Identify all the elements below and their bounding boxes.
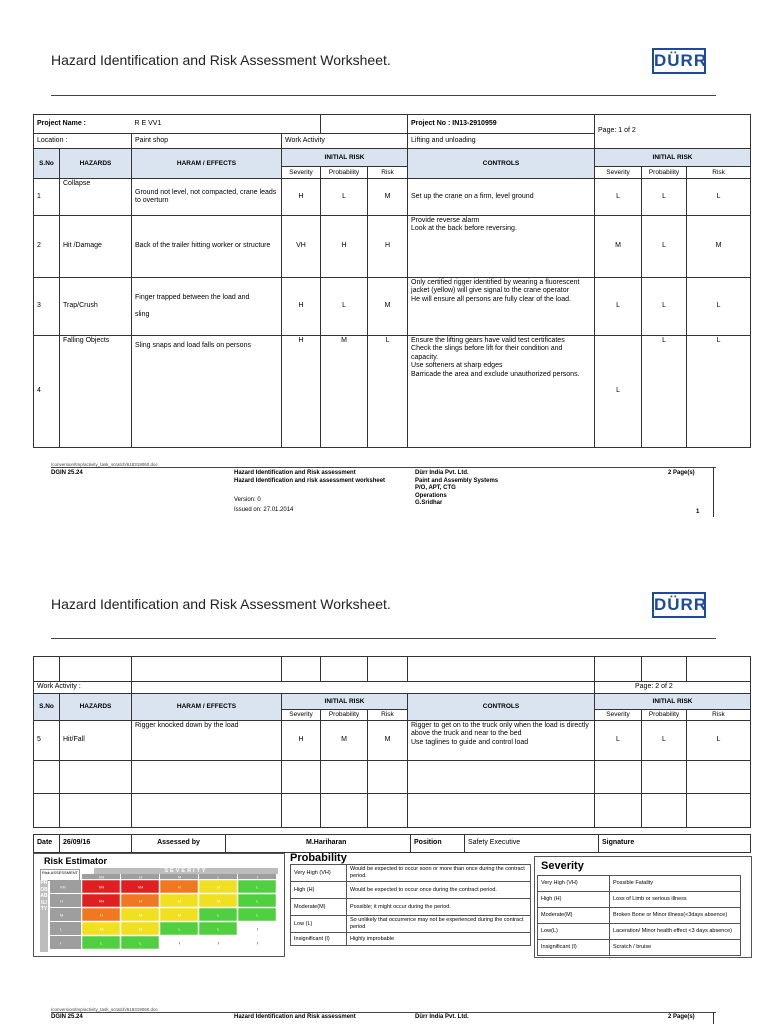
cell-severity: H [282,721,321,761]
table-row [34,179,751,216]
cell-sno: 3 [34,278,60,336]
sev-desc-i: Scratch / bruise [610,940,741,956]
person: G.Sridhar [415,500,443,506]
matrix-cell-label: M [99,926,104,932]
cell-residual-risk: L [687,336,751,448]
sev-desc-m: Broken Bone or Minor illness(<3days absence) [610,908,741,924]
prob-desc-l: So unlikely that occurrence may not be experienced during the contract period [347,916,531,933]
matrix-cell-label: L [256,912,259,918]
signature-row [33,834,751,853]
department: P/O, APT, CTG [415,485,456,491]
cell-residual-severity: L [595,721,642,761]
cell-risk: L [368,336,408,448]
matrix-cell-label: H [100,912,103,918]
probability-row-header [50,922,81,935]
doc-title-1: Hazard Identification and Risk assessment [234,470,356,476]
footer-vline [713,467,714,517]
col-initial-risk-4: INITIAL RISK [595,694,751,710]
file-path-2: /conversion/tmp/activity_task_scratch/618319060.doc [51,1007,158,1012]
prob-desc-i: Highly improbable [347,933,531,946]
cell-severity: H [282,336,321,448]
cell-harm: Ground not level, not compacted, crane leads to overturn [132,179,282,216]
severity-legend-title: Severity [541,860,584,872]
worksheet-table-page2 [33,656,751,828]
signature-label: Signature [599,835,751,853]
cell-probability: L [321,179,368,216]
matrix-cell-label: H [139,898,142,904]
doc-code-2: DGIN 25.24 [51,1014,83,1020]
position-value: Safety Executive [465,835,599,853]
table-row [34,761,751,794]
page-number-2: Page: 2 of 2 [595,682,751,694]
durr-logo: DÜRR [652,48,706,74]
col-probability-4: Probability [642,710,687,721]
page-title: Hazard Identification and Risk Assessment Worksheet. [51,52,391,68]
cell-controls: Rigger to get on to the truck only when the load is directly above the truck and near to the bed Use taglines to guide and control load [408,721,595,761]
matrix-cell-label: L [217,926,220,932]
probability-row-header [50,936,81,949]
sev-desc-l: Laceration/ Minor health effect <3 days absence) [610,924,741,940]
col-probability-2: Probability [642,167,687,179]
assessed-by: M.Hariharan [226,835,411,853]
matrix-cell-label: VH [98,884,105,890]
matrix-cell-label: M [138,912,143,918]
cell-harm: Rigger knocked down by the load [132,721,282,761]
col-initial-risk-2: INITIAL RISK [595,149,751,167]
matrix-cell-label: VH [98,898,105,904]
severity-col-label: VH [98,874,105,880]
position-label: Position [411,835,465,853]
cell-probability: L [321,278,368,336]
project-no: IN13-2910959 [452,119,497,127]
matrix-cell-label: I [178,940,181,946]
probability-legend-title: Probability [290,852,347,864]
prob-desc-h: Would be expected to occur once during the contract period. [347,882,531,899]
cell-residual-severity: L [595,278,642,336]
col-harm: HARAM / EFFECTS [132,149,282,179]
doc-code: DGIN 25.24 [51,470,83,476]
matrix-cell-label: M [216,884,221,890]
cell-residual-risk: L [687,179,751,216]
issued-date: Issued on: 27.01.2014 [234,506,294,513]
probability-row-label: I [60,940,62,946]
table-row [34,278,751,336]
risk-estimator [33,853,285,957]
cell-residual-probability: L [642,179,687,216]
col-probability-3: Probability [321,710,368,721]
cell-risk: M [368,179,408,216]
table-row [34,721,751,761]
cell-risk: H [368,216,408,278]
sev-desc-vh: Possible Fatality [610,876,741,892]
col-hazards: HAZARDS [60,149,132,179]
prob-key-m: Moderate(M) [291,899,347,916]
file-path: /conversion/tmp/activity_task_scratch/618319060.doc [51,462,158,467]
matrix-cell-label: VH [137,884,144,890]
matrix-cell-label: M [216,898,221,904]
cell-probability: M [321,721,368,761]
cell-sno: 2 [34,216,60,278]
matrix-cell-label: M [177,912,182,918]
cell-severity: H [282,278,321,336]
col-risk-3: Risk [368,710,408,721]
col-controls: CONTROLS [408,149,595,179]
cell-sno: 5 [34,721,60,761]
cell-probability: H [321,216,368,278]
col-severity-3: Severity [282,710,321,721]
project-name-label: Project Name : [34,115,132,134]
cell-residual-probability: L [642,278,687,336]
severity-col-label: I [256,874,259,880]
assessed-label: Assessed by [132,835,226,853]
table-row [34,336,751,448]
cell-residual-risk: L [687,721,751,761]
matrix-cell-label: M [138,926,143,932]
matrix-cell-label: L [178,926,181,932]
cell-sno: 4 [34,336,60,448]
sev-key-l: Low(L) [538,924,610,940]
cell-severity: VH [282,216,321,278]
severity-legend-box [534,856,752,958]
prob-desc-m: Possible; it might occur during the period. [347,899,531,916]
cell-controls: Only certified rigger identified by wearing a fluorescent jacket (yellow) will give signal to the crane operator He will ensure all persons are fully clear of the load. [408,278,595,336]
probability-row-label: H [60,898,63,904]
col-probability: Probability [321,167,368,179]
col-risk-2: Risk [687,167,751,179]
cell-residual-severity: M [595,216,642,278]
severity-col-label: L [217,874,220,880]
col-initial-risk-3: INITIAL RISK [282,694,408,710]
cell-severity: H [282,179,321,216]
cell-risk: M [368,721,408,761]
cell-controls: Provide reverse alarm Look at the back before reversing. [408,216,595,278]
cell-residual-severity: L [595,179,642,216]
col-controls-2: CONTROLS [408,694,595,721]
probability-row-header [50,908,81,921]
page-number: Page: 1 of 2 [595,115,751,149]
version: Version: 0 [234,497,261,503]
risk-estimator-title: Risk Estimator [44,856,108,866]
probability-legend [290,864,531,946]
table-row [34,216,751,278]
location-label: Location : [34,134,132,149]
date-label: Date [34,835,60,853]
cell-residual-probability: L [642,216,687,278]
sev-desc-h: Loss of Limb or serious illness [610,892,741,908]
page-count-2: 2 Page(s) [668,1014,695,1020]
cell-hazard: Collapse [60,179,132,216]
cell-residual-probability: L [642,336,687,448]
matrix-cell-label: M [177,898,182,904]
division: Paint and Assembly Systems [415,477,499,484]
page-title-2: Hazard Identification and Risk Assessment Worksheet. [51,596,391,612]
cell-controls: Ensure the lifting gears have valid test certificates Check the slings before lift for their condition and capacity. Use softeners at sharp edges Barricade the area and exclude unauthorized persons. [408,336,595,448]
cell-hazard: Falling Objects [60,336,132,448]
cell-hazard: Trap/Crush [60,278,132,336]
matrix-cell-label: L [100,940,103,946]
durr-logo-2: DÜRR [652,592,706,618]
probability-row-label: M [60,912,64,918]
prob-key-h: High (H) [291,882,347,899]
cell-sno: 1 [34,179,60,216]
col-sno: S.No [34,149,60,179]
severity-col-label: H [139,874,142,880]
doc-title-2: Hazard Identification and risk assessment worksheet [234,477,386,484]
footer-divider-2 [51,1012,716,1013]
cell-residual-probability: L [642,721,687,761]
matrix-cell-label: L [217,912,220,918]
company: Dürr India Pvt. Ltd. [415,470,469,476]
cell-probability: M [321,336,368,448]
col-severity-4: Severity [595,710,642,721]
project-no-cell [408,115,595,134]
col-initial-risk: INITIAL RISK [282,149,408,167]
risk-assessment-corner: Risk ASSESSMENT [40,869,80,881]
sev-key-h: High (H) [538,892,610,908]
probability-header: PROBABILITY [40,880,48,952]
prob-key-vh: Very High (VH) [291,865,347,882]
col-hazards-2: HAZARDS [60,694,132,721]
cell-risk: M [368,278,408,336]
location: Paint shop [132,134,282,149]
severity-col-label: M [177,874,182,880]
footer-vline-2 [713,1012,714,1024]
cell-residual-severity: L [595,336,642,448]
date-value: 26/09/16 [60,835,132,853]
col-severity-2: Severity [595,167,642,179]
col-harm-2: HARAM / EFFECTS [132,694,282,721]
footer-divider [51,467,716,468]
page-count: 2 Page(s) [668,470,695,476]
doc-title-1-2: Hazard Identification and Risk assessment [234,1014,356,1020]
matrix-cell-label: L [256,898,259,904]
col-severity: Severity [282,167,321,179]
cell-harm: Back of the trailer hitting worker or structure [132,216,282,278]
table-row [34,794,751,828]
cell-hazard: Hit /Damage [60,216,132,278]
col-risk: Risk [368,167,408,179]
footer-page-number: 1 [696,509,700,515]
cell-controls: Set up the crane on a firm, level ground [408,179,595,216]
header-divider-2 [51,638,716,639]
operations: Operations [415,492,447,499]
company-2: Dürr India Pvt. Ltd. [415,1014,469,1020]
prob-key-l: Low (L) [291,916,347,933]
risk-matrix [50,874,278,953]
probability-row-label: VH [60,884,66,890]
header-divider [51,95,716,96]
work-activity-label-2: Work Activity : [34,682,132,694]
probability-row-label: L [60,926,63,932]
cell-harm: Finger trapped between the load and sling [132,278,282,336]
matrix-cell-label: H [178,884,181,890]
sev-key-m: Moderate(M) [538,908,610,924]
cell-residual-risk: L [687,278,751,336]
matrix-cell-label: I [256,940,259,946]
sev-key-vh: Very High (VH) [538,876,610,892]
cell-hazard: Hit/Fall [60,721,132,761]
worksheet-table-page1 [33,114,751,448]
matrix-cell-label: I [217,940,220,946]
probability-row-header [50,894,81,907]
matrix-cell-label: L [139,940,142,946]
matrix-cell-label: L [256,884,259,890]
matrix-cell-label: I [256,926,259,932]
project-no-label: Project No : [411,119,451,127]
work-activity-label: Work Activity [282,134,408,149]
cell-residual-risk: M [687,216,751,278]
severity-legend [537,875,741,956]
cell-harm: Sling snaps and load falls on persons [132,336,282,448]
work-activity: Lifting and unloading [408,134,595,149]
prob-desc-vh: Would be expected to occur soon or more than once during the contract period. [347,865,531,882]
sev-key-i: Insignificant (I) [538,940,610,956]
col-risk-4: Risk [687,710,751,721]
project-name: R E VV1 [132,115,321,134]
severity-header: SEVERITY [94,868,278,874]
col-sno-2: S.No [34,694,60,721]
prob-key-i: Insignificant (I) [291,933,347,946]
